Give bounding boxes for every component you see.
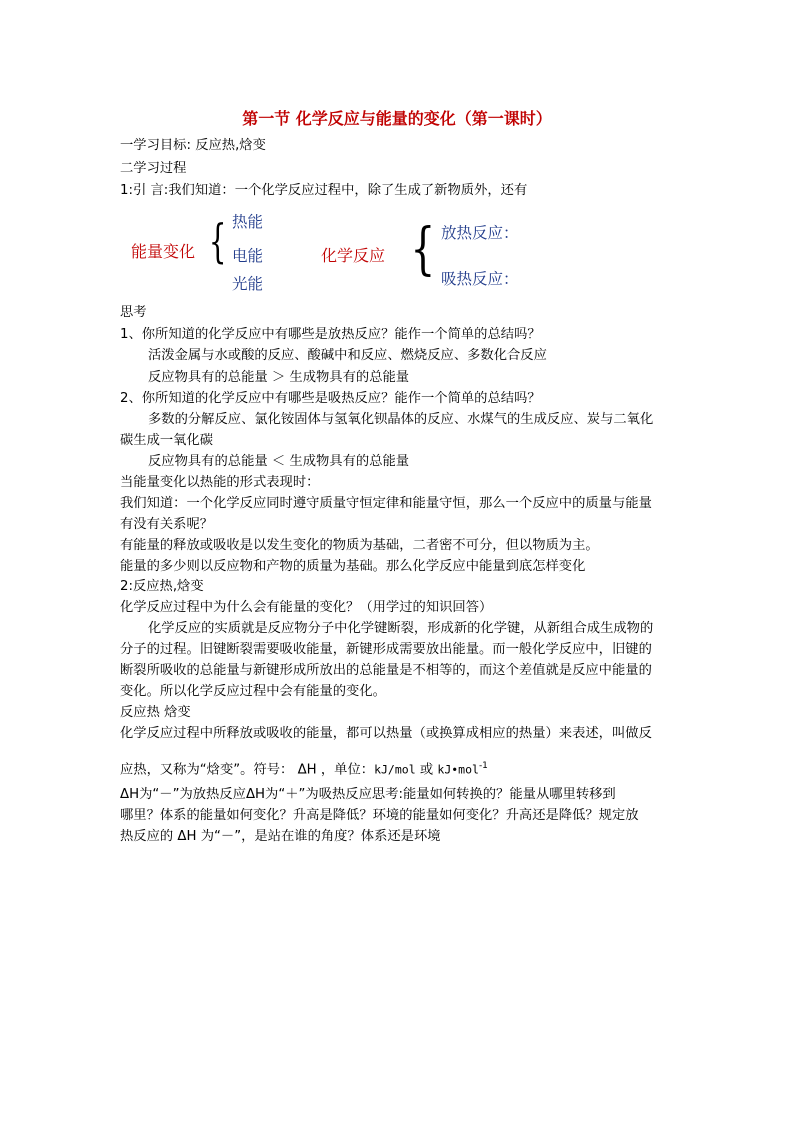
- light-energy-label: 光能: [232, 275, 264, 293]
- paragraph: 哪里？体系的能量如何变化？升高是降低？环境的能量如何变化？升高还是降低？规定放: [120, 808, 639, 823]
- think-heading: 思考: [120, 305, 147, 320]
- right-brace-icon: {: [410, 217, 436, 282]
- left-brace-icon: {: [208, 214, 227, 268]
- chemical-reaction-label: 化学反应: [321, 246, 386, 265]
- paragraph: 变化。所以化学反应过程中会有能量的变化。: [120, 684, 386, 699]
- paragraph: 化学反应的实质就是反应物分子中化学键断裂，形成新的化学键，从新组合成生成物的: [148, 621, 654, 636]
- unit-superscript: -1: [478, 761, 488, 771]
- or-text: 或: [415, 762, 438, 778]
- exothermic-label: 放热反应：: [441, 224, 519, 242]
- paragraph: 能量的多少则以反应物和产物的质量为基础。那么化学反应中能量到底怎样变化: [120, 559, 586, 574]
- paragraph: 当能量变化以热能的形式表现时：: [120, 475, 320, 490]
- unit-1: kJ/mol: [374, 762, 416, 777]
- answer-1-energy: 反应物具有的总能量 ＞ 生成物具有的总能量: [148, 370, 410, 385]
- paragraph: 我们知道：一个化学反应同时遵守质量守恒定律和能量守恒，那么一个反应中的质量与能量: [120, 496, 652, 511]
- endothermic-label: 吸热反应：: [441, 270, 519, 288]
- electric-energy-label: 电能: [232, 247, 264, 265]
- answer-2: 多数的分解反应、氯化铵固体与氢氧化钡晶体的反应、水煤气的生成反应、炭与二氧化: [148, 412, 654, 427]
- answer-1: 活泼金属与水或酸的反应、酸碱中和反应、燃烧反应、多数化合反应: [148, 348, 547, 363]
- paragraph: 化学反应过程中所释放或吸收的能量，都可以热量（或换算成相应的热量）来表述，叫做反: [120, 726, 652, 741]
- paragraph: [120, 756, 488, 780]
- heat-energy-label: 热能: [232, 213, 264, 231]
- paragraph: ΔH为“－”为放热反应ΔH为“＋”为吸热反应思考:能量如何转换的？能量从哪里转移到: [120, 787, 616, 802]
- paragraph: 化学反应过程中为什么会有能量的变化？（用学过的知识回答）: [120, 600, 493, 615]
- paragraph: 断裂所吸收的总能量与新键形成所放出的总能量是不相等的，而这个差值就是反应中能量的: [120, 663, 652, 678]
- answer-2-energy: 反应物具有的总能量 ＜ 生成物具有的总能量: [148, 454, 410, 469]
- definition-text: 应热，又称为“焓变”。符号： ΔH ，单位：: [120, 762, 375, 778]
- paragraph: 有能量的释放或吸收是以发生变化的物质为基础，二者密不可分，但以物质为主。: [120, 538, 599, 553]
- question-1: 1、你所知道的化学反应中有哪些是放热反应？能作一个简单的总结吗？: [120, 327, 541, 342]
- paragraph: 热反应的 ΔH 为“－”，是站在谁的角度？体系还是环境: [120, 829, 441, 844]
- learning-goals: 一学习目标: 反应热,焓变: [120, 138, 266, 153]
- answer-2-cont: 碳生成一氧化碳: [120, 433, 214, 448]
- paragraph: 有没有关系呢？: [120, 517, 214, 532]
- unit-2: kJ•mol: [437, 762, 479, 777]
- intro-text: 1:引 言:我们知道：一个化学反应过程中，除了生成了新物质外，还有: [120, 183, 528, 198]
- energy-change-label: 能量变化: [131, 242, 196, 261]
- paragraph: 分子的过程。旧键断裂需要吸收能量，新键形成需要放出能量。而一般化学反应中，旧键的: [120, 642, 652, 657]
- page-title: 第一节 化学反应与能量的变化（第一课时）: [242, 109, 552, 128]
- question-2: 2、你所知道的化学反应中有哪些是吸热反应？能作一个简单的总结吗？: [120, 391, 541, 406]
- subheading: 反应热 焓变: [120, 705, 191, 720]
- learning-process-heading: 二学习过程: [120, 161, 187, 176]
- section-heading: 2:反应热,焓变: [120, 579, 204, 594]
